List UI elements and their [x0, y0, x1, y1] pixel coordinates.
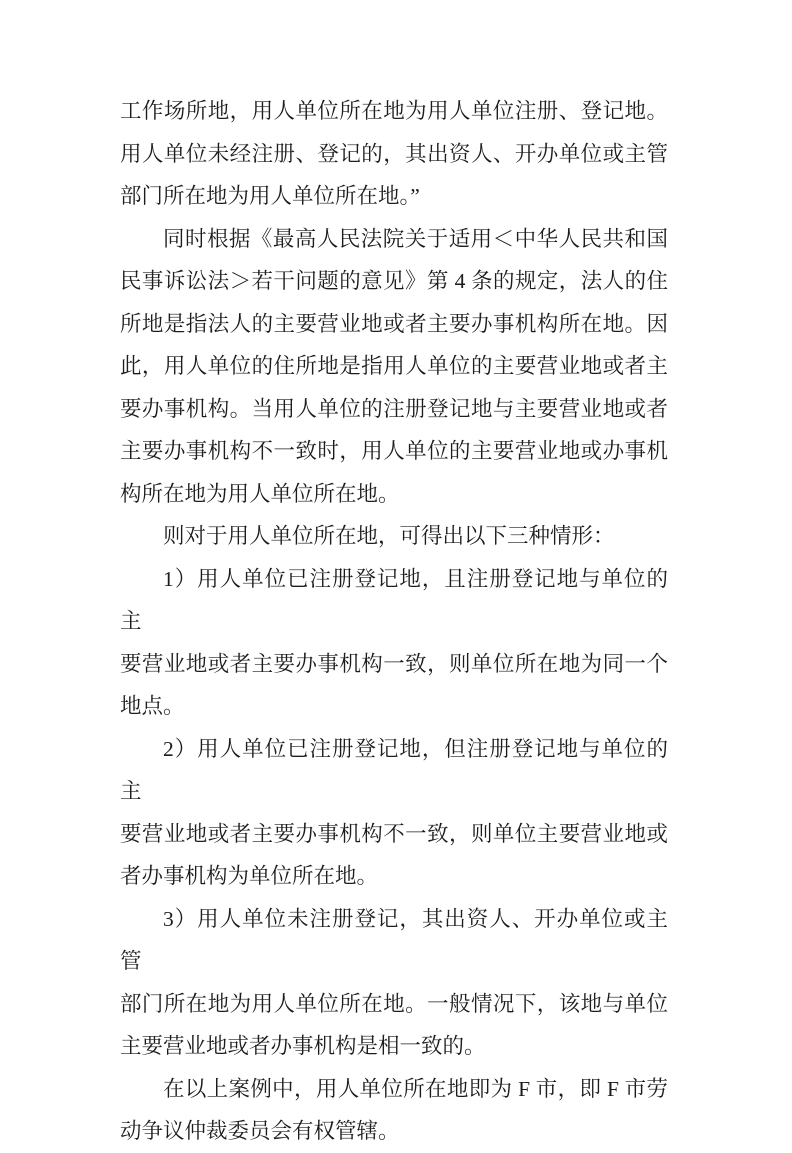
text-line: 主要办事机构不一致时，用人单位的主要营业地或办事机: [120, 439, 668, 463]
text-line: 则对于用人单位所在地，可得出以下三种情形：: [163, 524, 615, 548]
text-line: 用人单位未经注册、登记的，其出资人、开办单位或主管: [120, 141, 668, 166]
text-line: 3）用人单位未注册登记，其出资人、开办单位或主管: [120, 906, 668, 973]
text-block: [120, 90, 668, 1153]
text-line: 动争议仲裁委员会有权管辖。: [120, 1119, 400, 1143]
text-line: 要办事机构。当用人单位的注册登记地与主要营业地或者: [120, 396, 668, 421]
text-line: 要营业地或者主要办事机构不一致，则单位主要营业地或: [120, 821, 668, 846]
text-line: 2）用人单位已注册登记地，但注册登记地与单位的主: [120, 736, 668, 803]
text-line: 构所在地为用人单位所在地。: [120, 481, 400, 506]
text-line: 地点。: [120, 694, 185, 718]
text-line: 在以上案例中，用人单位所在地即为 F 市，即 F 市劳: [163, 1076, 668, 1101]
text-line: 1）用人单位已注册登记地，且注册登记地与单位的主: [120, 566, 668, 633]
text-line: 此，用人单位的住所地是指用人单位的主要营业地或者主: [120, 354, 668, 378]
text-line: 同时根据《最高人民法院关于适用＜中华人民共和国: [163, 226, 668, 251]
text-line: 者办事机构为单位所在地。: [120, 864, 379, 888]
text-line: 主要营业地或者办事机构是相一致的。: [120, 1034, 486, 1058]
text-line: 所地是指法人的主要营业地或者主要办事机构所在地。因: [120, 311, 668, 336]
text-line: 民事诉讼法＞若干问题的意见》第 4 条的规定，法人的住: [120, 269, 668, 293]
text-line: 部门所在地为用人单位所在地。”: [120, 184, 420, 208]
text-line: 工作场所地，用人单位所在地为用人单位注册、登记地。: [120, 99, 668, 123]
text-line: 要营业地或者主要办事机构一致，则单位所在地为同一个: [120, 651, 668, 676]
text-line: 部门所在地为用人单位所在地。一般情况下，该地与单位: [120, 991, 668, 1016]
